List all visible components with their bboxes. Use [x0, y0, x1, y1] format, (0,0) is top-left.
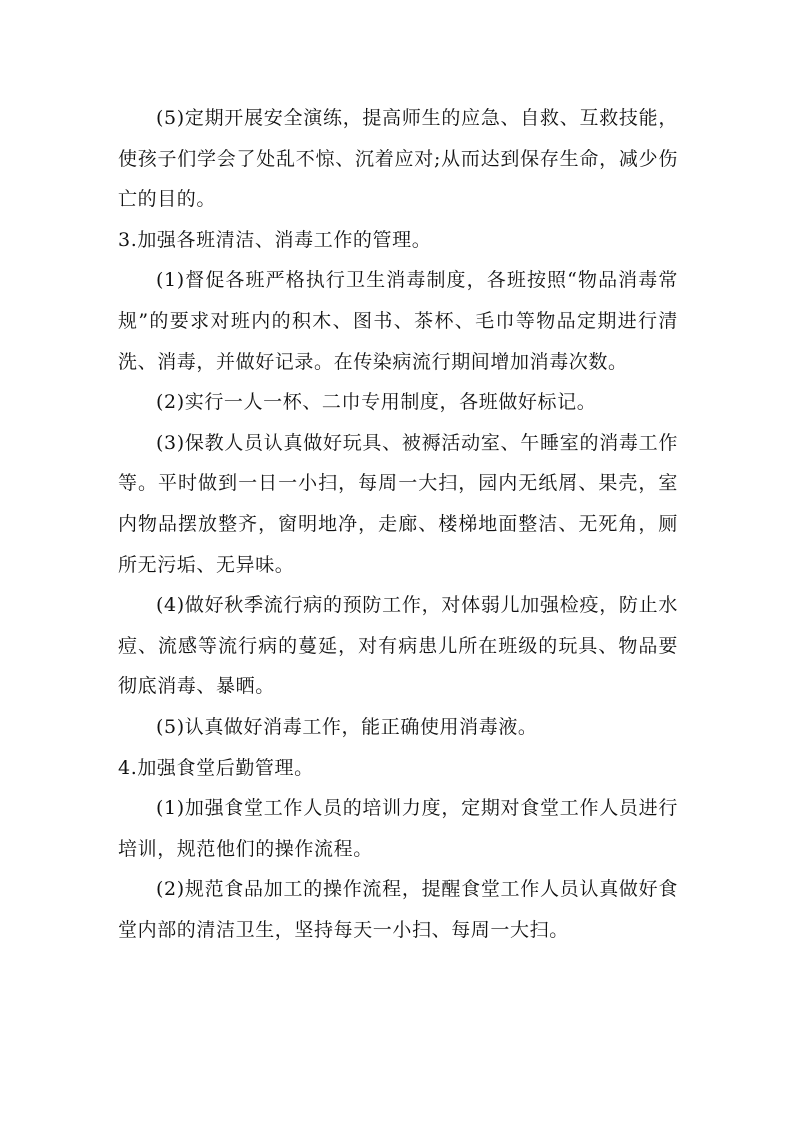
paragraph-toy-bedding-disinfection: (3)保教人员认真做好玩具、被褥活动室、午睡室的消毒工作等。平时做到一日一小扫，每周一大扫，园内无纸屑、果壳，室内物品摆放整齐，窗明地净，走廊、楼梯地面整洁、无死角，厕所无污垢、无异味。	[118, 431, 678, 576]
paragraph-disinfection-system: (1)督促各班严格执行卫生消毒制度，各班按照“物品消毒常规”的要求对班内的积木、图书、茶杯、毛巾等物品定期进行清洗、消毒，并做好记录。在传染病流行期间增加消毒次数。	[118, 269, 678, 373]
paragraph-disinfectant-use: (5)认真做好消毒工作，能正确使用消毒液。	[156, 715, 538, 738]
paragraph-cup-towel-system: (2)实行一人一杯、二巾专用制度，各班做好标记。	[156, 391, 597, 414]
paragraph-autumn-disease-prevention: (4)做好秋季流行病的预防工作，对体弱儿加强检疫，防止水痘、流感等流行病的蔓延，对有病患儿所在班级的玩具、物品要彻底消毒、暴晒。	[118, 594, 678, 698]
paragraph-emergency-drills: (5)定期开展安全演练，提高师生的应急、自救、互救技能，使孩子们学会了处乱不惊、沉着应对;从而达到保存生命，减少伤亡的目的。	[118, 107, 678, 211]
document-body	[118, 98, 678, 950]
section-heading-canteen: 4.加强食堂后勤管理。	[118, 756, 314, 779]
paragraph-food-processing: (2)规范食品加工的操作流程，提醒食堂工作人员认真做好食堂内部的清洁卫生，坚持每天一小扫、每周一大扫。	[118, 878, 678, 941]
paragraph-canteen-training: (1)加强食堂工作人员的培训力度，定期对食堂工作人员进行培训，规范他们的操作流程。	[118, 797, 678, 860]
section-heading-cleaning: 3.加强各班清洁、消毒工作的管理。	[118, 228, 432, 251]
